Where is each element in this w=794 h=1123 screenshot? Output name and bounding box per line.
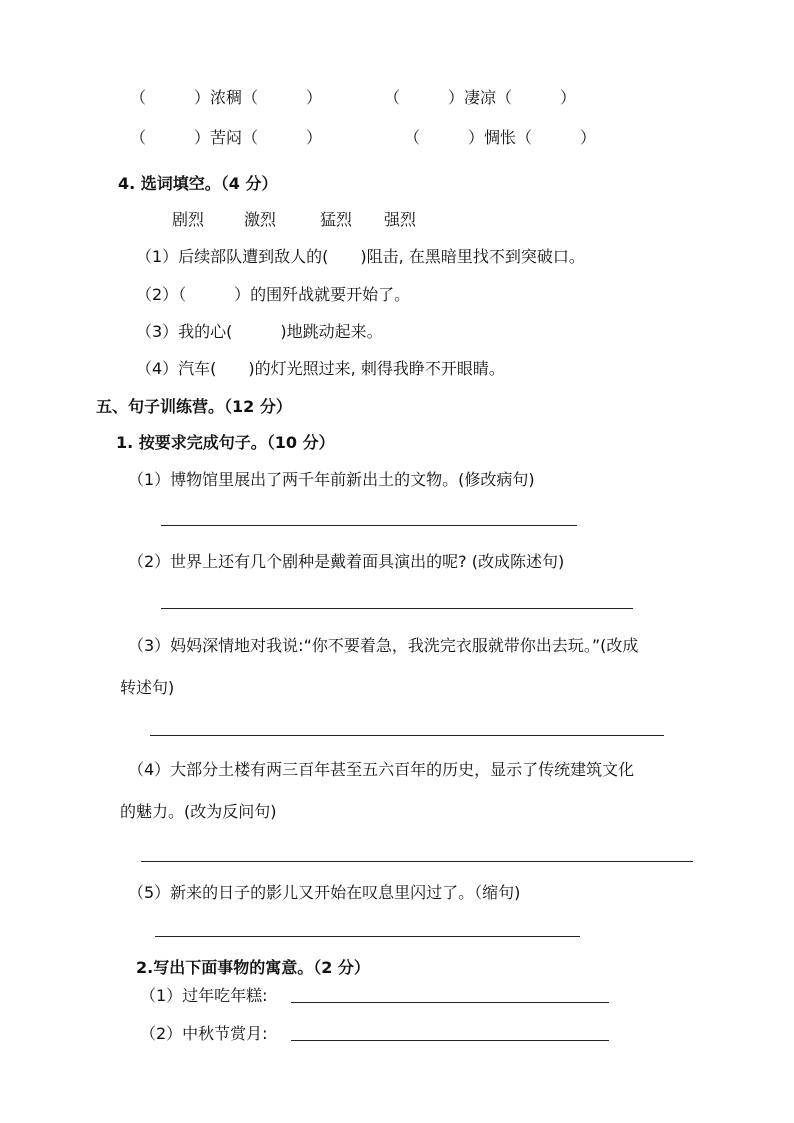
answer-line[interactable] (161, 525, 577, 526)
sentence-item: （5）新来的日子的影儿又开始在叹息里闪过了。（缩句) (128, 883, 521, 902)
answer-line[interactable] (150, 735, 664, 736)
answer-line[interactable] (161, 608, 633, 609)
sentence-item: （2）世界上还有几个剧种是戴着面具演出的呢? (改成陈述句) (128, 552, 565, 571)
answer-line[interactable] (141, 861, 693, 862)
pair-item: （ ）惆怅（ ） (404, 128, 597, 147)
meaning-item: （2）中秋节赏月: (140, 1024, 268, 1043)
question-heading: 1. 按要求完成句子。（10 分） (116, 433, 335, 452)
answer-line[interactable] (155, 936, 580, 937)
word-choice: 激烈 (244, 210, 277, 229)
pair-item: （ ）苦闷（ ） (130, 128, 323, 147)
question-heading: 4. 选词填空。（4 分） (118, 174, 278, 193)
answer-line[interactable] (291, 1040, 609, 1041)
fill-item: （1）后续部队遭到敌人的( )阻击, 在黑暗里找不到突破口。 (136, 247, 585, 266)
fill-item: （2）（ ）的围歼战就要开始了。 (136, 285, 411, 304)
sentence-item-continued: 转述句) (120, 678, 175, 697)
word-choice: 强烈 (384, 210, 417, 229)
sentence-item-continued: 的魅力。(改为反问句) (120, 802, 277, 821)
sentence-item: （4）大部分土楼有两三百年甚至五六百年的历史，显示了传统建筑文化 (128, 760, 635, 779)
pair-item: （ ）浓稠（ ） (130, 88, 323, 107)
pair-item: （ ）凄凉（ ） (384, 88, 577, 107)
word-choice: 剧烈 (172, 210, 205, 229)
question-heading: 2.写出下面事物的寓意。（2 分） (136, 958, 370, 977)
fill-item: （3）我的心( )地跳动起来。 (136, 322, 383, 341)
sentence-item: （3）妈妈深情地对我说:“你不要着急，我洗完衣服就带你出去玩。”(改成 (128, 636, 639, 655)
fill-item: （4）汽车( )的灯光照过来, 刺得我睁不开眼睛。 (136, 359, 505, 378)
meaning-item: （1）过年吃年糕: (140, 986, 268, 1005)
section-heading: 五、句子训练营。（12 分） (96, 397, 292, 416)
word-choice: 猛烈 (320, 210, 353, 229)
sentence-item: （1）博物馆里展出了两千年前新出土的文物。(修改病句) (128, 470, 535, 489)
answer-line[interactable] (291, 1002, 609, 1003)
